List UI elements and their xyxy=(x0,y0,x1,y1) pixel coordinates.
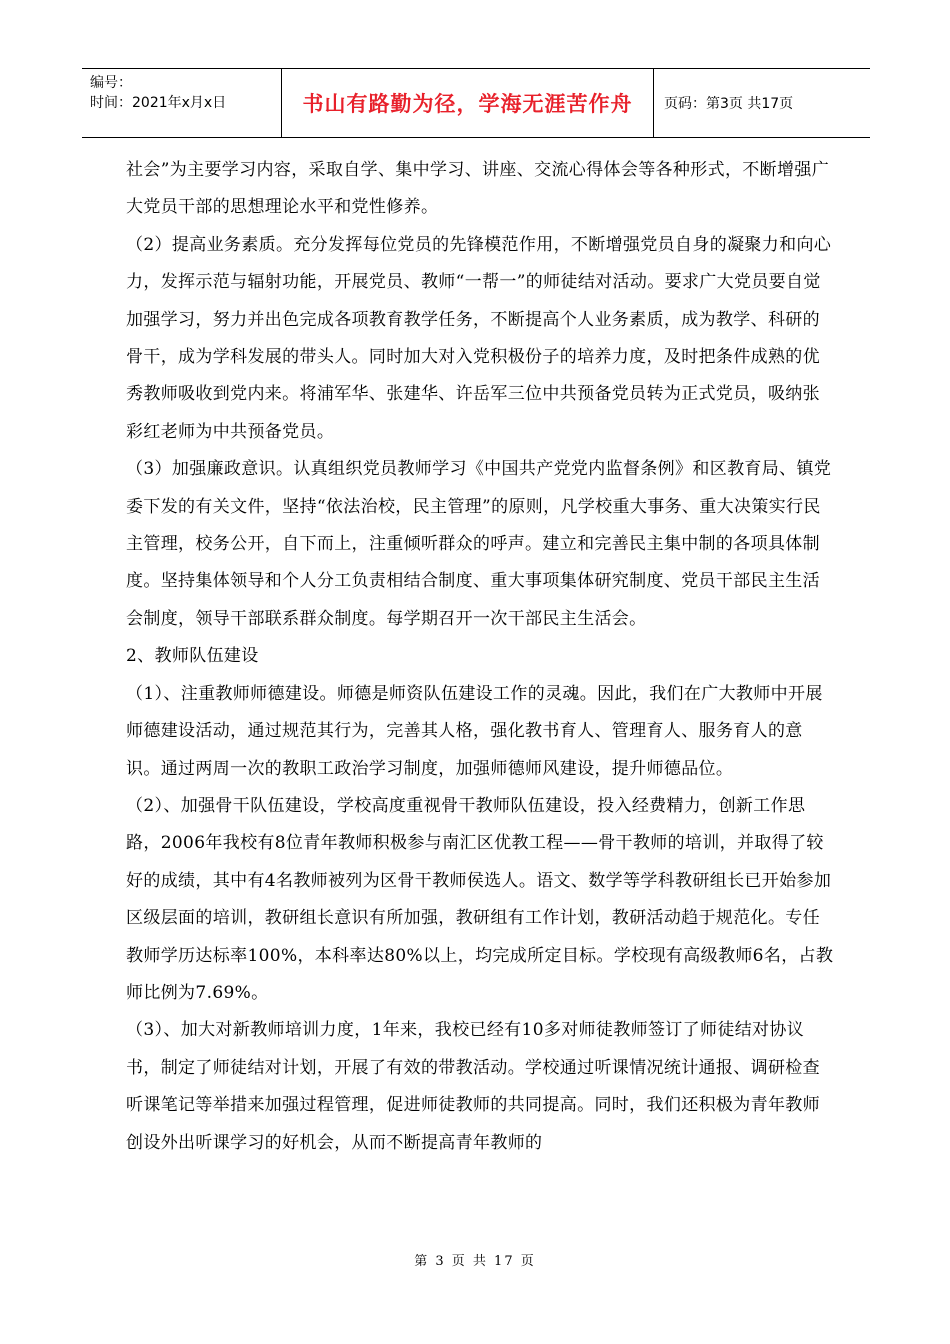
page-footer: 第 3 页 共 17 页 xyxy=(414,1254,536,1269)
document-number: 编号： xyxy=(90,75,132,91)
section-heading: 2、教师队伍建设 xyxy=(126,646,259,667)
paragraph: （3）、加大对新教师培训力度，1年来，我校已经有10多对师徒教师签订了师徒结对协议书，制定了师徒结对计划，开展了有效的带教活动。学校通过听课情况统计通报、调研检查听课笔记等举措来加强过程管理，促进师徒教师的共同提高。同时，我们还积极为青年教师创设外出听课学习的好机会，从而不断提高青年教师的 xyxy=(126,1020,820,1153)
document-time: 时间：2021年x月x日 xyxy=(90,95,227,111)
page-header xyxy=(82,68,870,138)
header-motto: 书山有路勤为径，学海无涯苦作舟 xyxy=(282,69,654,137)
paragraph: （2）、加强骨干队伍建设，学校高度重视骨干教师队伍建设，投入经费精力，创新工作思路，2006年我校有8位青年教师积极参与南汇区优教工程——骨干教师的培训，并取得了较好的成绩，其中有4名教师被列为区骨干教师侯选人。语文、数学等学科教研组长已开始参加区级层面的培训，教研组长意识有所加强，教研组有工作计划，教研活动趋于规范化。专任教师学历达标率100%，本科率达80%以上，均完成所定目标。学校现有高级教师6名，占教师比例为7.69%。 xyxy=(126,795,834,1003)
header-page-info: 页码：第3页 共17页 xyxy=(664,96,794,112)
paragraph: （2）提高业务素质。充分发挥每位党员的先锋模范作用，不断增强党员自身的凝聚力和向心力，发挥示范与辐射功能，开展党员、教师“一帮一”的师徒结对活动。要求广大党员要自觉加强学习，努力并出色完成各项教育教学任务，不断提高个人业务素质，成为教学、科研的骨干，成为学科发展的带头人。同时加大对入党积极份子的培养力度，及时把条件成熟的优秀教师吸收到党内来。将浦军华、张建华、许岳军三位中共预备党员转为正式党员，吸纳张彩红老师为中共预备党员。 xyxy=(126,234,832,442)
paragraph: 社会”为主要学习内容，采取自学、集中学习、讲座、交流心得体会等各种形式，不断增强广大党员干部的思想理论水平和党性修养。 xyxy=(126,160,830,218)
paragraph: （3）加强廉政意识。认真组织党员教师学习《中国共产党党内监督条例》和区教育局、镇党委下发的有关文件，坚持“依法治校，民主管理”的原则，凡学校重大事务、重大决策实行民主管理，校务公开，自下而上，注重倾听群众的呼声。建立和完善民主集中制的各项具体制度。坚持集体领导和个人分工负责相结合制度、重大事项集体研究制度、党员干部民主生活会制度，领导干部联系群众制度。每学期召开一次干部民主生活会。 xyxy=(126,459,832,629)
document-body xyxy=(126,152,836,1162)
header-info xyxy=(82,69,282,137)
paragraph: （1）、注重教师师德建设。师德是师资队伍建设工作的灵魂。因此，我们在广大教师中开展师德建设活动，通过规范其行为，完善其人格，强化教书育人、管理育人、服务育人的意识。通过两周一次的教职工政治学习制度，加强师德师风建设，提升师德品位。 xyxy=(126,683,823,779)
